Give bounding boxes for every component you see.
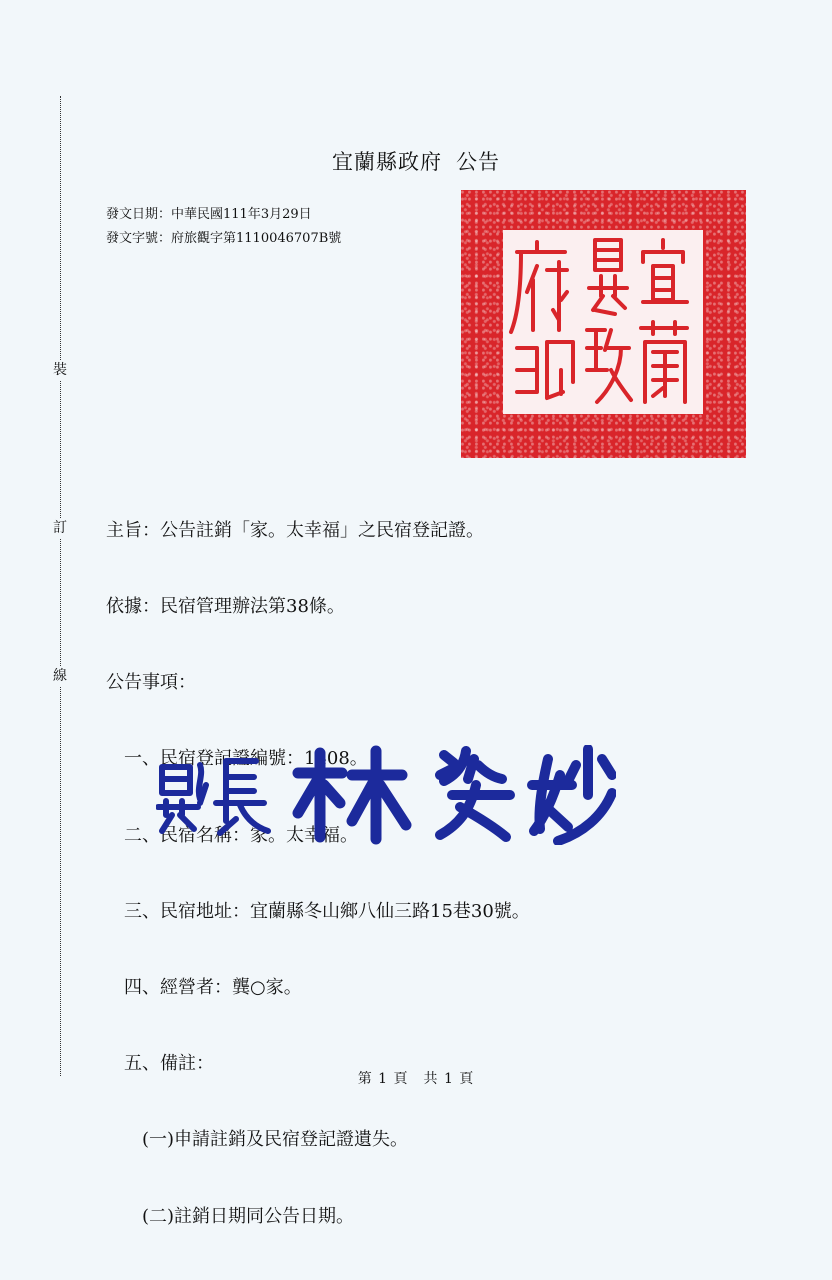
subject-line: 主旨：公告註銷「家。太幸福」之民宿登記證。 [106,519,484,541]
item-bnb-address: 三、民宿地址：宜蘭縣冬山鄉八仙三路15巷30號。 [124,900,530,922]
items-heading: 公告事項： [106,672,196,694]
note-cancellation-reason: (一)申請註銷及民宿登記證遺失。 [142,1129,409,1151]
note-cancellation-date: (二)註銷日期同公告日期。 [142,1205,355,1227]
binding-mark-xian: 線 [49,666,71,686]
official-seal [461,190,746,458]
binding-mark-zhuang: 裝 [49,360,71,380]
basis-line: 依據：民宿管理辦法第38條。 [106,596,345,618]
binding-mark-ding: 訂 [49,518,71,538]
item-bnb-name: 二、民宿名稱：家。太幸福。 [124,824,358,846]
item-operator: 四、經營者：龔○家。 [124,977,302,999]
title-doc-type: 公告 [456,150,500,174]
issue-ref-number: 發文字號：府旅觀字第1110046707B號 [106,231,342,246]
title-agency: 宜蘭縣政府 [332,150,442,174]
page-title [0,146,832,176]
magistrate-signature-stamp [156,745,616,845]
issue-date: 發文日期：中華民國111年3月29日 [106,207,312,222]
binding-margin-line [60,96,61,1076]
page-number-footer: 第 1 頁 共 1 頁 [357,1071,475,1087]
item-remarks: 五、備註： [124,1053,214,1075]
signature-glyphs [156,745,616,845]
announcement-body [106,467,530,1280]
item-license-number: 一、民宿登記證編號：1408。 [124,748,368,770]
seal-glyphs [503,230,703,414]
